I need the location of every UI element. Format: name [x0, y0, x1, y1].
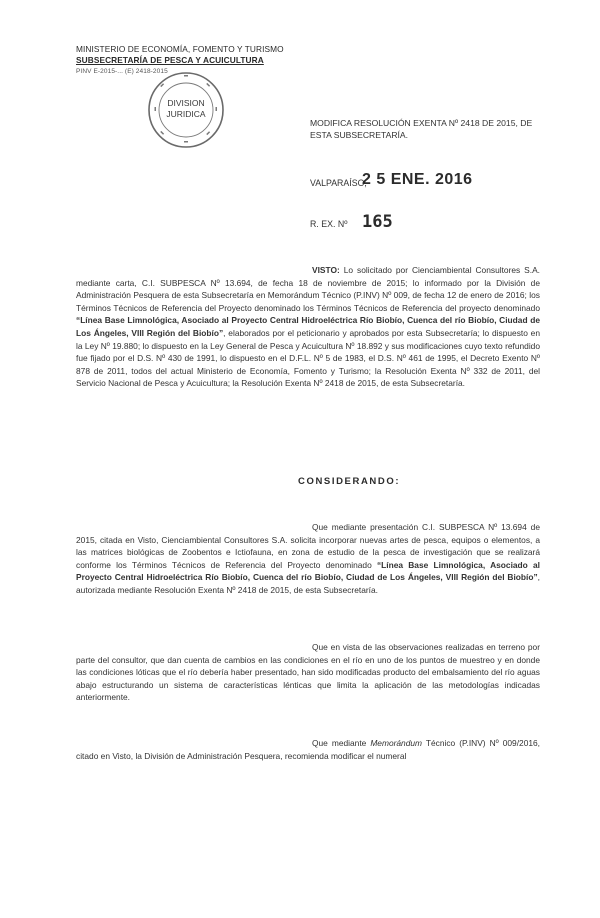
considerando-paragraph-3 — [76, 737, 540, 762]
c3-text-2: Técnico (P.INV) Nº 009/2016, citado en Visto, la División de Administración Pesquera, recomienda modificar el numeral — [76, 738, 540, 761]
c3-text-1: Que mediante — [312, 738, 371, 748]
considerando-heading: CONSIDERANDO: — [298, 476, 401, 487]
date-stamp: 2 5 ENE. 2016 — [362, 171, 473, 188]
c1-project-name: “Línea Base Limnológica, Asociado al Proyecto Central Hidroeléctrica Río Biobío, Cuenca del río Biobío, Ciudad de Los Ángeles, VIII Región del Biobío” — [76, 559, 540, 583]
visto-paragraph — [76, 264, 540, 390]
place-label: VALPARAÍSO, — [310, 178, 367, 188]
c1-text-2: , autorizada mediante Resolución Exenta Nº 2418 de 2015, de esta Subsecretaría. — [76, 572, 540, 595]
rex-label: R. EX. Nº — [310, 219, 348, 229]
considerando-paragraph-2: Que en vista de las observaciones realizadas en terreno por parte del consultor, que dan cuenta de cambios en las condiciones en el río en uno de los puntos de muestreo y en donde las condiciones lóticas que el río debería haber presentado, han sido modificadas producto del embalsamiento del río aguas abajo estructurando un sistema de características lénticas que limita la aplicación de las metodologías indicadas anteriormente. — [76, 642, 540, 703]
reference-code: PINV E-2015-... (E) 2418-2015 — [76, 68, 168, 75]
resolution-subject: MODIFICA RESOLUCIÓN EXENTA Nº 2418 DE 2015, DE ESTA SUBSECRETARÍA. — [310, 118, 533, 140]
division-juridica-stamp — [146, 70, 226, 150]
considerando-paragraph-1 — [76, 521, 540, 597]
subsecretaria-name: SUBSECRETARÍA DE PESCA Y ACUICULTURA — [76, 55, 264, 65]
visto-lead: VISTO: — [312, 265, 340, 275]
stamp-text — [166, 98, 206, 120]
visto-text-2: , elaborados por el peticionario y aprobados por esta Subsecretaría; lo dispuesto en la Ley Nº 19.880; lo dispuesto en la Ley General de Pesca y Acuicultura Nº 18.892 y sus modificaciones cuyo texto refundido fue fijado por el D.S. Nº 430 de 1991, lo dispuesto en el D.F.L. Nº 5 de 1983, el D.S. Nº 461 de 1995, el Decreto Exento Nº 878 de 2011, todos del actual Ministerio de Economía, Fomento y Turismo; la Resolución Exenta Nº 332 de 2011, del Servicio Nacional de Pesca y Acuicultura; la Resolución Exenta Nº 2418 de 2015, de esta Subsecretaría. — [76, 327, 541, 389]
stamp-line-juridica: JURIDICA — [166, 109, 206, 119]
ministry-name: MINISTERIO DE ECONOMÍA, FOMENTO Y TURISMO — [76, 44, 284, 54]
visto-project-name: “Línea Base Limnológica, Asociado al Proyecto Central Hidroeléctrica Río Biobío, Cuenca del río Biobío, Ciudad de Los Ángeles, VIII Región del Biobío” — [76, 315, 540, 338]
c1-text-1: Que mediante presentación C.I. SUBPESCA Nº 13.694 de 2015, citada en Visto, Cienciambiental Consultores S.A. solicita incorporar nuevas artes de pesca, equipos o elementos, a las matrices biológicas de Zoobentos e Ictiofauna, en zona de estudio de la pesca de investigación que se realizará conforme los Términos Técnicos de Referencia del Proyecto denominado — [76, 522, 540, 570]
visto-text-1: Lo solicitado por Cienciambiental Consultores S.A. mediante carta, C.I. SUBPESCA Nº 13.694, de fecha 18 de noviembre de 2015; lo informado por la División de Administración Pesquera de esta Subsecretaría en Memorándum Técnico (P.INV) Nº 009, de fecha 12 de enero de 2016; los Términos Técnicos de Referencia del Proyecto denominado los Términos Técnicos de Referencia del proyecto denominado — [76, 265, 540, 313]
c3-italic: Memorándum — [370, 738, 422, 748]
rex-number: 165 — [362, 212, 393, 232]
stamp-line-division: DIVISION — [167, 98, 205, 108]
